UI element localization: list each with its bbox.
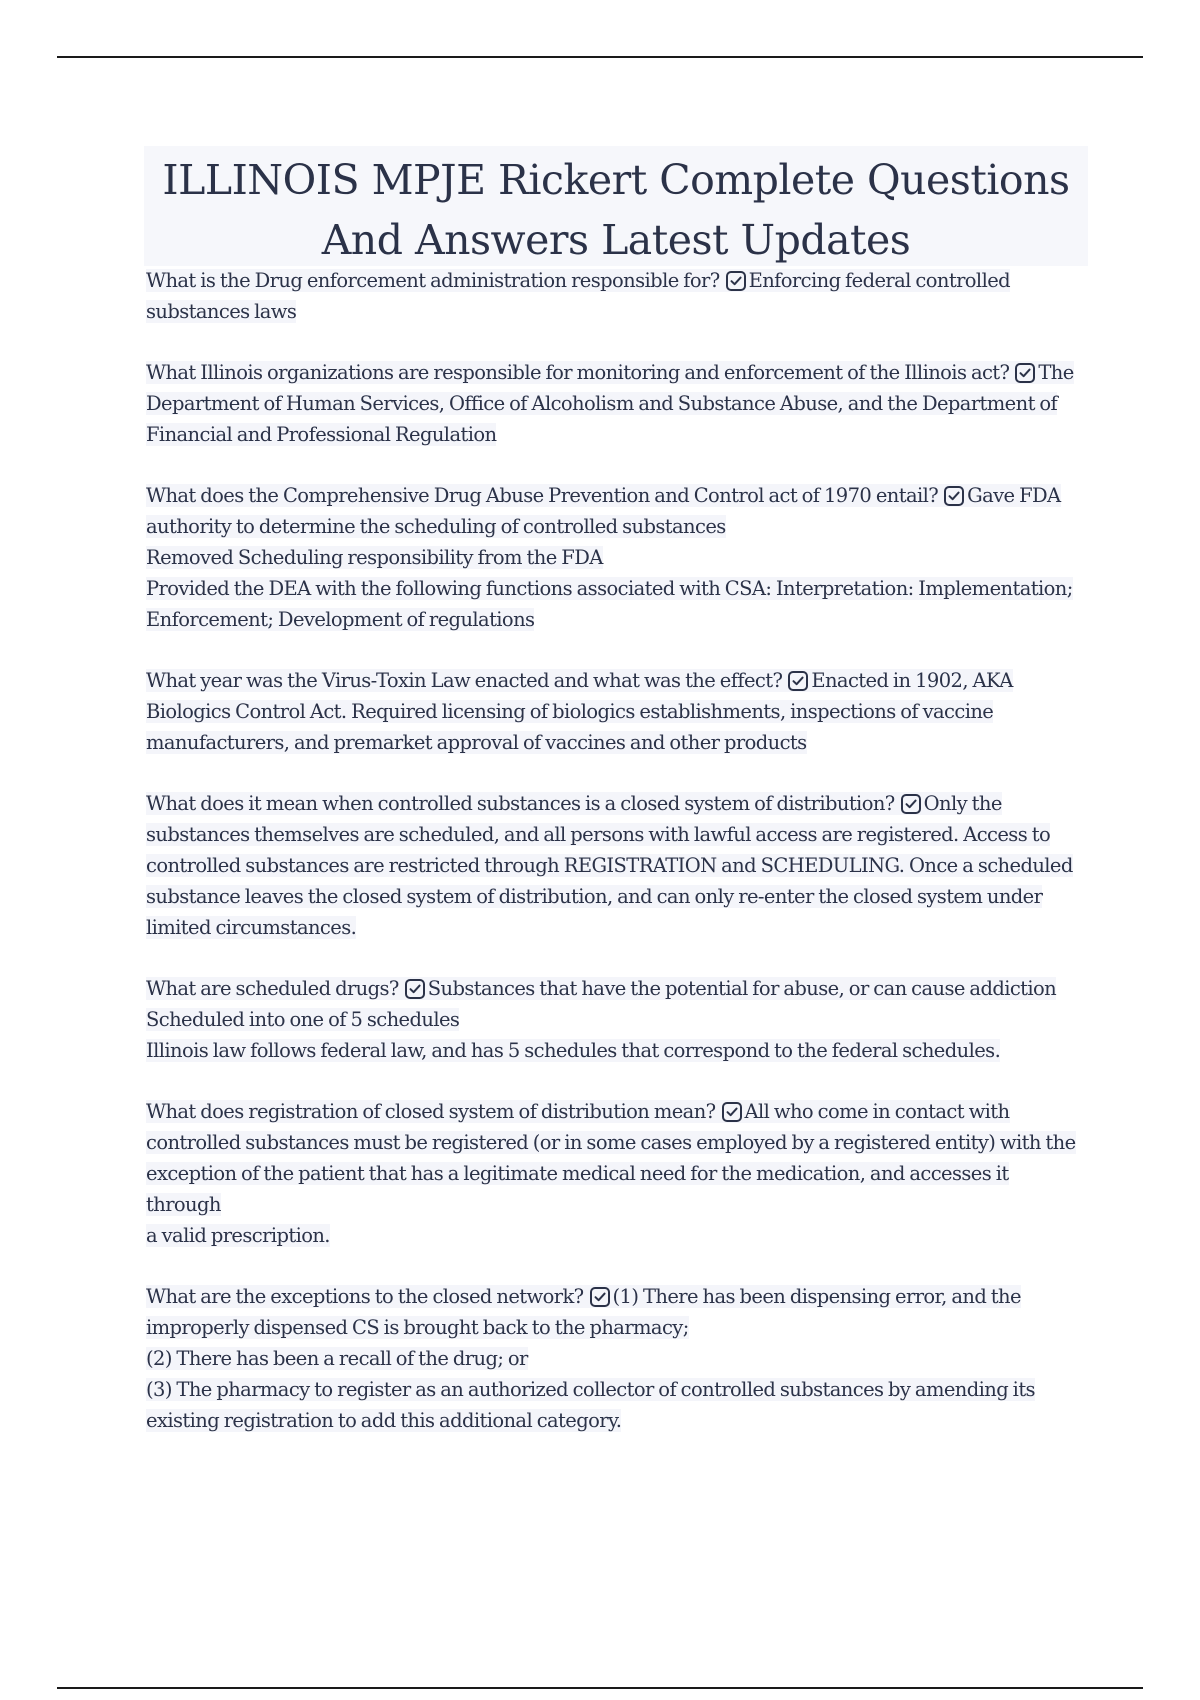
qa-highlight xyxy=(146,669,1013,692)
checkbox-checked-icon xyxy=(726,271,746,291)
answer-line xyxy=(146,1343,1086,1374)
answer-line xyxy=(146,881,1086,912)
answer-text: exception of the patient that has a legitimate medical need for the medication, and accesses it through xyxy=(146,1162,1009,1216)
answer-line xyxy=(146,419,1086,450)
qa-item xyxy=(146,665,1086,758)
qa-first-line xyxy=(146,1096,1086,1127)
qa-first-line xyxy=(146,357,1086,388)
answer-line xyxy=(146,1312,1086,1343)
answer-line xyxy=(146,819,1086,850)
answer-text: Financial and Professional Regulation xyxy=(146,423,497,446)
qa-first-line xyxy=(146,788,1086,819)
answer-line xyxy=(146,542,1086,573)
answer-line xyxy=(146,1374,1086,1405)
answer-line xyxy=(146,573,1086,604)
qa-highlight xyxy=(146,977,1056,1000)
title-line-1: ILLINOIS MPJE Rickert Complete Questions xyxy=(162,156,1070,204)
question-text: What is the Drug enforcement administration responsible for? xyxy=(146,269,720,292)
answer-line xyxy=(146,1127,1086,1158)
qa-item xyxy=(146,265,1086,327)
answer-text: improperly dispensed CS is brought back to the pharmacy; xyxy=(146,1316,689,1339)
qa-highlight xyxy=(146,361,1074,384)
answer-text: Biologics Control Act. Required licensing of biologics establishments, inspections of vaccine xyxy=(146,700,994,723)
checkbox-checked-icon xyxy=(788,671,808,691)
document-title xyxy=(144,146,1088,270)
qa-item xyxy=(146,480,1086,635)
answer-line xyxy=(146,1220,1086,1251)
checkbox-checked-icon xyxy=(1015,363,1035,383)
answer-line xyxy=(146,1158,1086,1220)
answer-text: Enforcing federal controlled xyxy=(748,269,1011,292)
answer-line xyxy=(146,296,1086,327)
answer-line xyxy=(146,696,1086,727)
answer-line xyxy=(146,727,1086,758)
qa-first-line xyxy=(146,265,1086,296)
qa-highlight xyxy=(146,1285,1021,1308)
answer-text: Only the xyxy=(923,792,1002,815)
question-text: What are the exceptions to the closed network? xyxy=(146,1285,584,1308)
answer-text: authority to determine the scheduling of controlled substances xyxy=(146,515,726,538)
answer-line xyxy=(146,912,1086,943)
answer-text: Illinois law follows federal law, and has 5 schedules that correspond to the federal schedules. xyxy=(146,1039,1001,1062)
qa-first-line xyxy=(146,1281,1086,1312)
question-text: What does registration of closed system of distribution mean? xyxy=(146,1100,716,1123)
checkbox-checked-icon xyxy=(901,794,921,814)
answer-text: Gave FDA xyxy=(967,484,1061,507)
qa-item xyxy=(146,357,1086,450)
answer-text: substances laws xyxy=(146,300,297,323)
question-text: What Illinois organizations are responsible for monitoring and enforcement of the Illinois act? xyxy=(146,361,1010,384)
answer-text: Substances that have the potential for abuse, or can cause addiction xyxy=(427,977,1057,1000)
question-text: What does the Comprehensive Drug Abuse Prevention and Control act of 1970 entail? xyxy=(146,484,939,507)
top-rule xyxy=(57,56,1143,58)
question-text: What year was the Virus-Toxin Law enacted and what was the effect? xyxy=(146,669,783,692)
bottom-rule xyxy=(57,1687,1143,1689)
qa-first-line xyxy=(146,665,1086,696)
answer-text: manufacturers, and premarket approval of vaccines and other products xyxy=(146,731,807,754)
answer-line xyxy=(146,604,1086,635)
answer-text: Enforcement; Development of regulations xyxy=(146,608,535,631)
answer-text: limited circumstances. xyxy=(146,916,357,939)
qa-item xyxy=(146,1096,1086,1251)
answer-text: (2) There has been a recall of the drug; or xyxy=(146,1347,528,1370)
answer-line xyxy=(146,1405,1086,1436)
answer-line xyxy=(146,1035,1086,1066)
answer-line xyxy=(146,511,1086,542)
question-text: What are scheduled drugs? xyxy=(146,977,399,1000)
qa-list xyxy=(146,265,1086,1466)
answer-text: a valid prescription. xyxy=(146,1224,330,1247)
answer-line xyxy=(146,388,1086,419)
checkbox-checked-icon xyxy=(944,486,964,506)
qa-item xyxy=(146,1281,1086,1436)
answer-text: substance leaves the closed system of distribution, and can only re-enter the closed system under xyxy=(146,885,1043,908)
qa-highlight xyxy=(146,1100,1010,1123)
qa-highlight xyxy=(146,484,1061,507)
answer-text: existing registration to add this additional category. xyxy=(146,1409,622,1432)
question-text: What does it mean when controlled substances is a closed system of distribution? xyxy=(146,792,895,815)
answer-text: (1) There has been dispensing error, and the xyxy=(612,1285,1021,1308)
answer-text: Enacted in 1902, AKA xyxy=(811,669,1013,692)
answer-text: All who come in contact with xyxy=(744,1100,1010,1123)
answer-text: controlled substances are restricted through REGISTRATION and SCHEDULING. Once a scheduled xyxy=(146,854,1073,877)
checkbox-checked-icon xyxy=(590,1287,610,1307)
answer-text: Department of Human Services, Office of Alcoholism and Substance Abuse, and the Department of xyxy=(146,392,1058,415)
answer-text: The xyxy=(1038,361,1074,384)
qa-first-line xyxy=(146,480,1086,511)
checkbox-checked-icon xyxy=(405,979,425,999)
answer-text: substances themselves are scheduled, and all persons with lawful access are registered. Access to xyxy=(146,823,1051,846)
checkbox-checked-icon xyxy=(722,1102,742,1122)
qa-highlight xyxy=(146,269,1010,292)
answer-text: Removed Scheduling responsibility from the FDA xyxy=(146,546,603,569)
qa-highlight xyxy=(146,792,1002,815)
qa-item xyxy=(146,973,1086,1066)
qa-item xyxy=(146,788,1086,943)
answer-line xyxy=(146,1004,1086,1035)
answer-text: Provided the DEA with the following functions associated with CSA: Interpretation: Implementation; xyxy=(146,577,1073,600)
title-block xyxy=(144,146,1088,266)
answer-text: controlled substances must be registered (or in some cases employed by a registered entity) with the xyxy=(146,1131,1076,1154)
title-line-2: And Answers Latest Updates xyxy=(321,216,911,264)
answer-text: Scheduled into one of 5 schedules xyxy=(146,1008,460,1031)
answer-line xyxy=(146,850,1086,881)
answer-text: (3) The pharmacy to register as an authorized collector of controlled substances by amending its xyxy=(146,1378,1035,1401)
qa-first-line xyxy=(146,973,1086,1004)
